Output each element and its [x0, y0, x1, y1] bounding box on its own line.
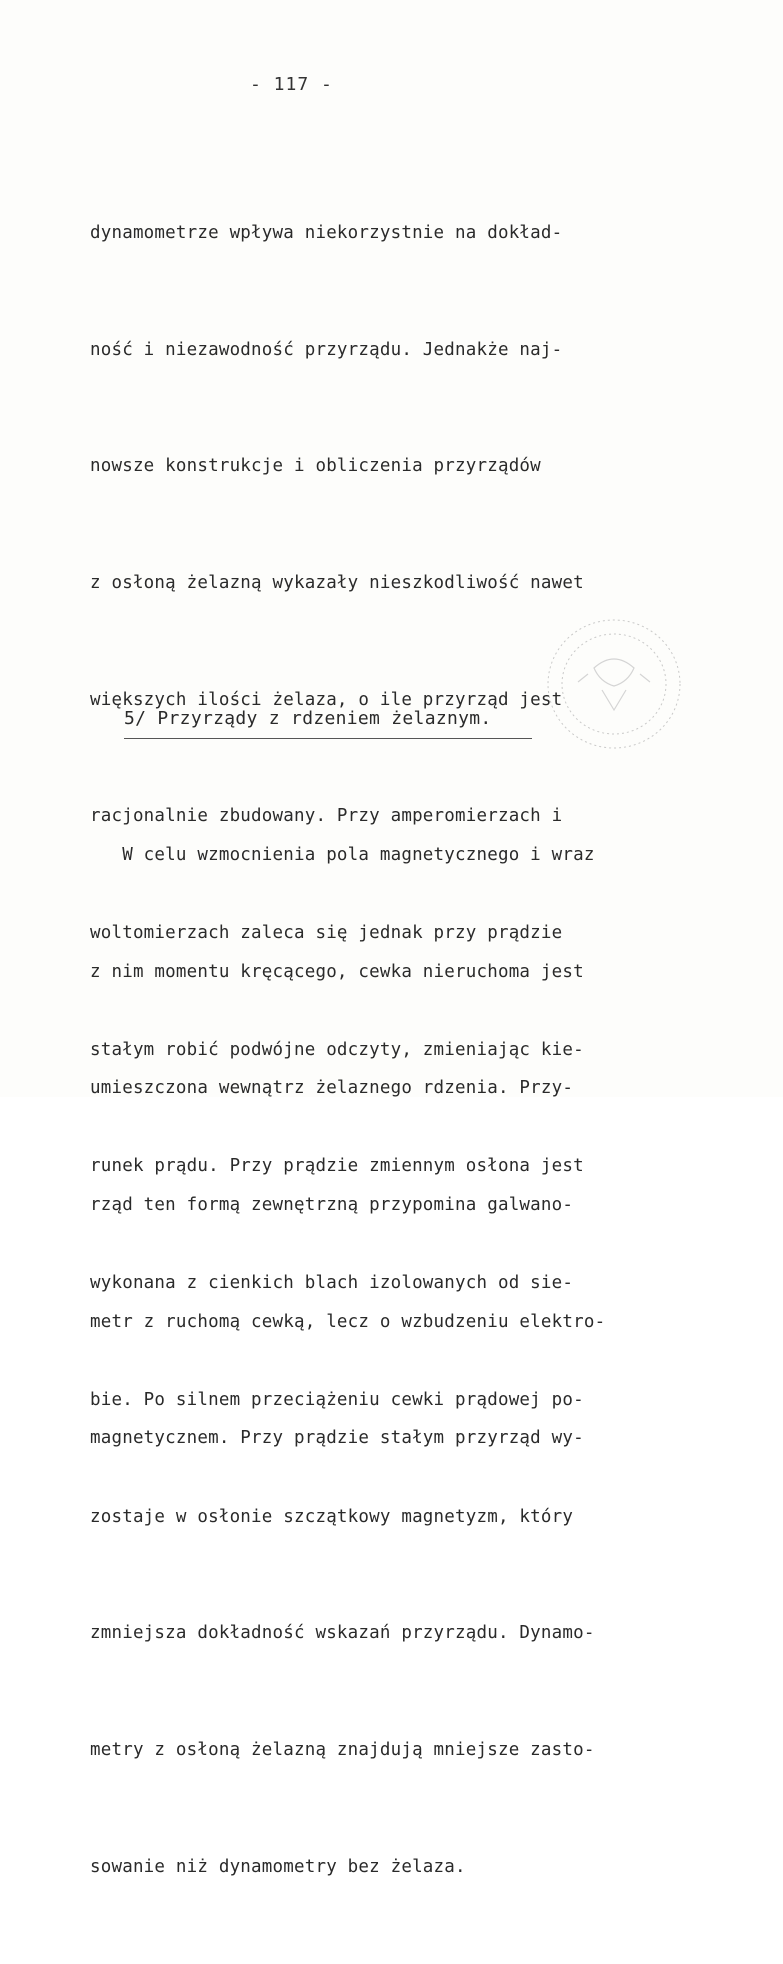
- text-line: z nim momentu kręcącego, cewka nieruchoma jest: [90, 961, 584, 982]
- library-stamp-icon: [532, 608, 692, 758]
- text-line: ność i niezawodność przyrządu. Jednakże naj-: [90, 339, 563, 360]
- text-line: W celu wzmocnienia pola magnetycznego i wraz: [90, 844, 595, 865]
- heading-underline: [124, 738, 532, 739]
- text-line: runek prądu. Przy prądzie zmiennym osłona jest: [90, 1156, 584, 1177]
- text-line: zmniejsza dokładność wskazań przyrządu. Dynamo-: [90, 1623, 595, 1644]
- text-line: stałym robić podwójne odczyty, zmieniając kie-: [90, 1039, 584, 1060]
- page-number: - 117 -: [250, 74, 333, 95]
- text-line: wykonana z cienkich blach izolowanych od sie-: [90, 1273, 574, 1294]
- text-line: magnetycznem. Przy prądzie stałym przyrząd wy-: [90, 1428, 584, 1449]
- text-line: większych ilości żelaza, o ile przyrząd jest: [90, 689, 563, 710]
- text-line: umieszczona wewnątrz żelaznego rdzenia. Przy-: [90, 1078, 574, 1099]
- text-line: bie. Po silnem przeciążeniu cewki prądowej po-: [90, 1389, 584, 1410]
- paragraph-2: [90, 758, 690, 1536]
- text-line: rząd ten formą zewnętrzną przypomina galwano-: [90, 1194, 574, 1215]
- text-line: racjonalnie zbudowany. Przy amperomierzach i: [90, 806, 563, 827]
- text-line: dynamometrze wpływa niekorzystnie na dokład-: [90, 222, 563, 243]
- text-line: metry z osłoną żelazną znajdują mniejsze zasto-: [90, 1739, 595, 1760]
- text-line: zostaje w osłonie szczątkowy magnetyzm, który: [90, 1506, 574, 1527]
- text-line: metr z ruchomą cewką, lecz o wzbudzeniu elektro-: [90, 1311, 606, 1332]
- text-line: sowanie niż dynamometry bez żelaza.: [90, 1856, 466, 1877]
- text-line: z osłoną żelazną wykazały nieszkodliwość nawet: [90, 572, 584, 593]
- text-line: nowsze konstrukcje i obliczenia przyrządów: [90, 456, 541, 477]
- section-heading: 5/ Przyrządy z rdzeniem żelaznym.: [124, 708, 492, 729]
- text-line: woltomierzach zaleca się jednak przy prądzie: [90, 923, 563, 944]
